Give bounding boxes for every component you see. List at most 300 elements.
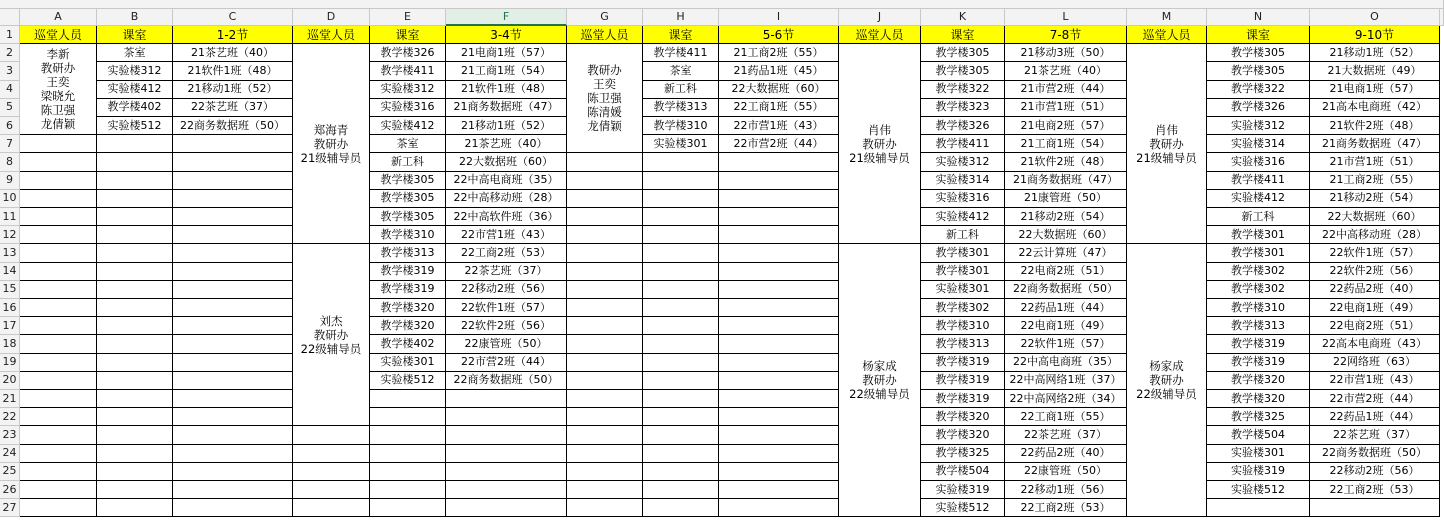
classroom-cell[interactable] — [643, 499, 719, 517]
empty-cell[interactable] — [293, 463, 370, 481]
class-cell[interactable] — [719, 281, 839, 299]
class-cell[interactable]: 22药品2班（40） — [1310, 281, 1440, 299]
classroom-cell[interactable] — [97, 263, 173, 281]
column-header-g[interactable]: G — [567, 9, 643, 26]
class-cell[interactable] — [173, 226, 293, 244]
class-cell[interactable] — [173, 354, 293, 372]
row-header-16[interactable]: 16 — [0, 299, 20, 317]
header-cell-n[interactable]: 课室 — [1207, 26, 1310, 44]
classroom-cell[interactable] — [97, 244, 173, 262]
empty-cell[interactable] — [20, 317, 97, 335]
classroom-cell[interactable]: 教学楼402 — [370, 335, 446, 353]
class-cell[interactable]: 22软件1班（57） — [1005, 335, 1127, 353]
class-cell[interactable]: 21高本电商班（42） — [1310, 99, 1440, 117]
header-cell-d[interactable]: 巡堂人员 — [293, 26, 370, 44]
classroom-cell[interactable] — [643, 281, 719, 299]
empty-cell[interactable] — [567, 390, 643, 408]
class-cell[interactable]: 21工商1班（54） — [446, 62, 567, 80]
class-cell[interactable]: 21移动2班（54） — [1005, 208, 1127, 226]
classroom-cell[interactable] — [1207, 499, 1310, 517]
class-cell[interactable]: 22市营2班（44） — [719, 135, 839, 153]
class-cell[interactable] — [719, 445, 839, 463]
empty-cell[interactable] — [20, 244, 97, 262]
class-cell[interactable] — [173, 153, 293, 171]
class-cell[interactable] — [719, 335, 839, 353]
classroom-cell[interactable]: 教学楼305 — [1207, 62, 1310, 80]
classroom-cell[interactable] — [97, 135, 173, 153]
class-cell[interactable] — [173, 445, 293, 463]
classroom-cell[interactable] — [643, 208, 719, 226]
class-cell[interactable] — [446, 390, 567, 408]
classroom-cell[interactable] — [97, 190, 173, 208]
classroom-cell[interactable]: 实验楼301 — [1207, 445, 1310, 463]
row-header-1[interactable]: 1 — [0, 26, 20, 44]
classroom-cell[interactable] — [97, 445, 173, 463]
classroom-cell[interactable]: 教学楼325 — [921, 445, 1005, 463]
class-cell[interactable]: 22电商1班（49） — [1310, 299, 1440, 317]
class-cell[interactable] — [173, 172, 293, 190]
classroom-cell[interactable]: 教学楼310 — [921, 317, 1005, 335]
classroom-cell[interactable]: 教学楼319 — [921, 390, 1005, 408]
header-cell-k[interactable]: 课室 — [921, 26, 1005, 44]
patrol-staff-m-2[interactable] — [1127, 44, 1207, 244]
classroom-cell[interactable] — [370, 499, 446, 517]
classroom-cell[interactable]: 实验楼412 — [921, 208, 1005, 226]
class-cell[interactable] — [173, 390, 293, 408]
class-cell[interactable]: 21商务数据班（47） — [446, 99, 567, 117]
empty-cell[interactable] — [293, 426, 370, 444]
header-cell-c[interactable]: 1-2节 — [173, 26, 293, 44]
class-cell[interactable]: 21移动3班（50） — [1005, 44, 1127, 62]
header-cell-a[interactable]: 巡堂人员 — [20, 26, 97, 44]
class-cell[interactable] — [173, 263, 293, 281]
classroom-cell[interactable]: 实验楼319 — [921, 481, 1005, 499]
row-header-14[interactable]: 14 — [0, 263, 20, 281]
class-cell[interactable]: 21药品1班（45） — [719, 62, 839, 80]
empty-cell[interactable] — [20, 190, 97, 208]
header-cell-g[interactable]: 巡堂人员 — [567, 26, 643, 44]
classroom-cell[interactable] — [643, 408, 719, 426]
column-header-a[interactable]: A — [20, 9, 97, 26]
classroom-cell[interactable]: 实验楼512 — [370, 372, 446, 390]
header-cell-h[interactable]: 课室 — [643, 26, 719, 44]
class-cell[interactable] — [719, 226, 839, 244]
class-cell[interactable]: 22茶艺班（37） — [1310, 426, 1440, 444]
classroom-cell[interactable] — [97, 172, 173, 190]
class-cell[interactable]: 21移动1班（52） — [1310, 44, 1440, 62]
classroom-cell[interactable] — [643, 244, 719, 262]
classroom-cell[interactable] — [643, 463, 719, 481]
patrol-staff-a-2[interactable] — [20, 44, 97, 135]
row-header-12[interactable]: 12 — [0, 226, 20, 244]
classroom-cell[interactable] — [97, 463, 173, 481]
classroom-cell[interactable] — [643, 354, 719, 372]
classroom-cell[interactable] — [97, 335, 173, 353]
classroom-cell[interactable]: 教学楼323 — [921, 99, 1005, 117]
classroom-cell[interactable]: 实验楼314 — [921, 172, 1005, 190]
column-header-k[interactable]: K — [921, 9, 1005, 26]
empty-cell[interactable] — [567, 372, 643, 390]
classroom-cell[interactable]: 教学楼326 — [921, 117, 1005, 135]
class-cell[interactable]: 22移动2班（56） — [1310, 463, 1440, 481]
classroom-cell[interactable]: 教学楼310 — [370, 226, 446, 244]
class-cell[interactable] — [173, 372, 293, 390]
classroom-cell[interactable]: 教学楼411 — [370, 62, 446, 80]
class-cell[interactable]: 22中高电商班（35） — [1005, 354, 1127, 372]
classroom-cell[interactable] — [97, 354, 173, 372]
classroom-cell[interactable]: 教学楼322 — [921, 81, 1005, 99]
classroom-cell[interactable]: 实验楼319 — [1207, 463, 1310, 481]
row-header-11[interactable]: 11 — [0, 208, 20, 226]
classroom-cell[interactable]: 教学楼325 — [1207, 408, 1310, 426]
class-cell[interactable]: 21茶艺班（40） — [173, 44, 293, 62]
class-cell[interactable] — [719, 172, 839, 190]
class-cell[interactable]: 22大数据班（60） — [446, 153, 567, 171]
row-header-23[interactable]: 23 — [0, 426, 20, 444]
class-cell[interactable] — [719, 317, 839, 335]
class-cell[interactable] — [173, 335, 293, 353]
row-header-3[interactable]: 3 — [0, 62, 20, 80]
row-header-15[interactable]: 15 — [0, 281, 20, 299]
classroom-cell[interactable]: 教学楼301 — [1207, 244, 1310, 262]
classroom-cell[interactable]: 教学楼319 — [921, 354, 1005, 372]
classroom-cell[interactable] — [370, 463, 446, 481]
class-cell[interactable]: 22软件2班（56） — [446, 317, 567, 335]
row-header-27[interactable]: 27 — [0, 499, 20, 517]
classroom-cell[interactable]: 实验楼412 — [97, 81, 173, 99]
classroom-cell[interactable]: 实验楼301 — [370, 354, 446, 372]
empty-cell[interactable] — [567, 317, 643, 335]
row-header-8[interactable]: 8 — [0, 153, 20, 171]
class-cell[interactable] — [719, 354, 839, 372]
classroom-cell[interactable] — [370, 408, 446, 426]
class-cell[interactable] — [173, 190, 293, 208]
class-cell[interactable]: 21工商2班（55） — [1310, 172, 1440, 190]
empty-cell[interactable] — [567, 299, 643, 317]
classroom-cell[interactable]: 教学楼313 — [1207, 317, 1310, 335]
class-cell[interactable]: 21移动1班（52） — [446, 117, 567, 135]
classroom-cell[interactable]: 实验楼312 — [370, 81, 446, 99]
empty-cell[interactable] — [567, 281, 643, 299]
column-header-e[interactable]: E — [370, 9, 446, 26]
classroom-cell[interactable] — [643, 226, 719, 244]
classroom-cell[interactable]: 实验楼412 — [370, 117, 446, 135]
classroom-cell[interactable] — [97, 281, 173, 299]
classroom-cell[interactable]: 教学楼322 — [1207, 81, 1310, 99]
classroom-cell[interactable] — [643, 263, 719, 281]
class-cell[interactable]: 21市营1班（51） — [1005, 99, 1127, 117]
class-cell[interactable]: 22茶艺班（37） — [173, 99, 293, 117]
class-cell[interactable] — [719, 499, 839, 517]
classroom-cell[interactable] — [643, 426, 719, 444]
classroom-cell[interactable]: 教学楼305 — [370, 172, 446, 190]
classroom-cell[interactable] — [643, 172, 719, 190]
class-cell[interactable] — [173, 408, 293, 426]
class-cell[interactable] — [719, 463, 839, 481]
classroom-cell[interactable]: 茶室 — [97, 44, 173, 62]
patrol-staff-d-2[interactable] — [293, 44, 370, 244]
class-cell[interactable]: 21市营1班（51） — [1310, 153, 1440, 171]
class-cell[interactable] — [719, 372, 839, 390]
class-cell[interactable]: 22市营1班（43） — [1310, 372, 1440, 390]
patrol-staff-j-13[interactable] — [839, 244, 921, 517]
class-cell[interactable] — [719, 244, 839, 262]
header-cell-m[interactable]: 巡堂人员 — [1127, 26, 1207, 44]
column-header-m[interactable]: M — [1127, 9, 1207, 26]
classroom-cell[interactable]: 实验楼301 — [643, 135, 719, 153]
class-cell[interactable]: 22中高网络1班（37） — [1005, 372, 1127, 390]
classroom-cell[interactable]: 教学楼305 — [370, 208, 446, 226]
class-cell[interactable]: 22市营1班（43） — [719, 117, 839, 135]
empty-cell[interactable] — [20, 226, 97, 244]
class-cell[interactable]: 22中高移动班（28） — [446, 190, 567, 208]
classroom-cell[interactable]: 实验楼312 — [1207, 117, 1310, 135]
class-cell[interactable]: 22康管班（50） — [1005, 463, 1127, 481]
class-cell[interactable]: 22市营2班（44） — [446, 354, 567, 372]
row-header-7[interactable]: 7 — [0, 135, 20, 153]
class-cell[interactable]: 22电商1班（49） — [1005, 317, 1127, 335]
classroom-cell[interactable] — [97, 408, 173, 426]
empty-cell[interactable] — [567, 244, 643, 262]
row-header-25[interactable]: 25 — [0, 463, 20, 481]
row-header-21[interactable]: 21 — [0, 390, 20, 408]
empty-cell[interactable] — [567, 463, 643, 481]
classroom-cell[interactable]: 教学楼320 — [921, 408, 1005, 426]
class-cell[interactable]: 22软件1班（57） — [1310, 244, 1440, 262]
select-all-corner[interactable] — [0, 9, 20, 26]
classroom-cell[interactable] — [643, 299, 719, 317]
classroom-cell[interactable] — [643, 481, 719, 499]
header-cell-l[interactable]: 7-8节 — [1005, 26, 1127, 44]
class-cell[interactable]: 22商务数据班（50） — [1005, 281, 1127, 299]
class-cell[interactable]: 22康管班（50） — [446, 335, 567, 353]
class-cell[interactable]: 22移动2班（56） — [446, 281, 567, 299]
empty-cell[interactable] — [293, 499, 370, 517]
classroom-cell[interactable] — [370, 426, 446, 444]
class-cell[interactable]: 22工商1班（55） — [719, 99, 839, 117]
class-cell[interactable]: 21茶艺班（40） — [446, 135, 567, 153]
classroom-cell[interactable] — [370, 445, 446, 463]
class-cell[interactable]: 21商务数据班（47） — [1005, 172, 1127, 190]
row-header-2[interactable]: 2 — [0, 44, 20, 62]
patrol-staff-d-13[interactable] — [293, 244, 370, 426]
empty-cell[interactable] — [567, 354, 643, 372]
classroom-cell[interactable]: 教学楼411 — [921, 135, 1005, 153]
empty-cell[interactable] — [567, 335, 643, 353]
class-cell[interactable] — [446, 445, 567, 463]
empty-cell[interactable] — [20, 426, 97, 444]
row-header-17[interactable]: 17 — [0, 317, 20, 335]
class-cell[interactable]: 22中高网络2班（34） — [1005, 390, 1127, 408]
class-cell[interactable] — [719, 208, 839, 226]
class-cell[interactable] — [173, 299, 293, 317]
class-cell[interactable]: 21软件2班（48） — [1310, 117, 1440, 135]
classroom-cell[interactable]: 教学楼301 — [921, 244, 1005, 262]
header-cell-i[interactable]: 5-6节 — [719, 26, 839, 44]
row-header-26[interactable]: 26 — [0, 481, 20, 499]
empty-cell[interactable] — [567, 481, 643, 499]
empty-cell[interactable] — [567, 226, 643, 244]
empty-cell[interactable] — [20, 135, 97, 153]
classroom-cell[interactable]: 教学楼504 — [1207, 426, 1310, 444]
row-header-13[interactable]: 13 — [0, 244, 20, 262]
class-cell[interactable]: 21康管班（50） — [1005, 190, 1127, 208]
class-cell[interactable]: 22茶艺班（37） — [446, 263, 567, 281]
class-cell[interactable] — [719, 426, 839, 444]
patrol-staff-g-2[interactable] — [567, 44, 643, 153]
class-cell[interactable] — [719, 153, 839, 171]
empty-cell[interactable] — [20, 208, 97, 226]
class-cell[interactable]: 21软件2班（48） — [1005, 153, 1127, 171]
classroom-cell[interactable]: 教学楼305 — [370, 190, 446, 208]
classroom-cell[interactable] — [97, 390, 173, 408]
class-cell[interactable]: 22工商2班（53） — [1005, 499, 1127, 517]
classroom-cell[interactable]: 教学楼504 — [921, 463, 1005, 481]
empty-cell[interactable] — [20, 281, 97, 299]
class-cell[interactable]: 22电商2班（51） — [1005, 263, 1127, 281]
classroom-cell[interactable]: 教学楼313 — [370, 244, 446, 262]
class-cell[interactable]: 22软件2班（56） — [1310, 263, 1440, 281]
classroom-cell[interactable] — [643, 190, 719, 208]
classroom-cell[interactable] — [643, 335, 719, 353]
classroom-cell[interactable]: 教学楼302 — [1207, 263, 1310, 281]
empty-cell[interactable] — [20, 335, 97, 353]
class-cell[interactable] — [173, 317, 293, 335]
classroom-cell[interactable]: 实验楼512 — [1207, 481, 1310, 499]
header-cell-e[interactable]: 课室 — [370, 26, 446, 44]
classroom-cell[interactable] — [643, 390, 719, 408]
empty-cell[interactable] — [20, 499, 97, 517]
class-cell[interactable]: 22中高软件班（36） — [446, 208, 567, 226]
empty-cell[interactable] — [20, 299, 97, 317]
empty-cell[interactable] — [567, 426, 643, 444]
empty-cell[interactable] — [293, 481, 370, 499]
classroom-cell[interactable]: 教学楼319 — [370, 263, 446, 281]
row-header-6[interactable]: 6 — [0, 117, 20, 135]
patrol-staff-j-2[interactable] — [839, 44, 921, 244]
class-cell[interactable]: 21茶艺班（40） — [1005, 62, 1127, 80]
class-cell[interactable]: 22云计算班（47） — [1005, 244, 1127, 262]
class-cell[interactable]: 21移动2班（54） — [1310, 190, 1440, 208]
classroom-cell[interactable]: 教学楼313 — [921, 335, 1005, 353]
class-cell[interactable]: 21电商2班（57） — [1005, 117, 1127, 135]
class-cell[interactable]: 22市营2班（44） — [1310, 390, 1440, 408]
column-header-h[interactable]: H — [643, 9, 719, 26]
classroom-cell[interactable]: 教学楼305 — [921, 44, 1005, 62]
column-header-i[interactable]: I — [719, 9, 839, 26]
header-cell-o[interactable]: 9-10节 — [1310, 26, 1440, 44]
class-cell[interactable]: 22软件1班（57） — [446, 299, 567, 317]
class-cell[interactable]: 22工商1班（55） — [1005, 408, 1127, 426]
class-cell[interactable] — [446, 408, 567, 426]
classroom-cell[interactable] — [643, 445, 719, 463]
class-cell[interactable]: 22中高移动班（28） — [1310, 226, 1440, 244]
class-cell[interactable] — [719, 481, 839, 499]
row-header-5[interactable]: 5 — [0, 99, 20, 117]
classroom-cell[interactable]: 教学楼326 — [370, 44, 446, 62]
empty-cell[interactable] — [20, 481, 97, 499]
row-header-20[interactable]: 20 — [0, 372, 20, 390]
column-header-f[interactable]: F — [446, 9, 567, 26]
empty-cell[interactable] — [567, 499, 643, 517]
classroom-cell[interactable]: 实验楼301 — [921, 281, 1005, 299]
classroom-cell[interactable]: 实验楼316 — [921, 190, 1005, 208]
header-cell-j[interactable]: 巡堂人员 — [839, 26, 921, 44]
classroom-cell[interactable] — [97, 153, 173, 171]
class-cell[interactable]: 21商务数据班（47） — [1310, 135, 1440, 153]
classroom-cell[interactable]: 教学楼320 — [1207, 390, 1310, 408]
empty-cell[interactable] — [20, 172, 97, 190]
classroom-cell[interactable]: 实验楼312 — [921, 153, 1005, 171]
class-cell[interactable] — [719, 263, 839, 281]
classroom-cell[interactable]: 教学楼411 — [643, 44, 719, 62]
classroom-cell[interactable]: 教学楼320 — [921, 426, 1005, 444]
class-cell[interactable]: 22药品1班（44） — [1005, 299, 1127, 317]
class-cell[interactable] — [719, 299, 839, 317]
class-cell[interactable] — [173, 499, 293, 517]
classroom-cell[interactable] — [370, 390, 446, 408]
row-header-19[interactable]: 19 — [0, 354, 20, 372]
class-cell[interactable] — [719, 408, 839, 426]
classroom-cell[interactable]: 新工科 — [370, 153, 446, 171]
classroom-cell[interactable] — [97, 372, 173, 390]
classroom-cell[interactable]: 实验楼314 — [1207, 135, 1310, 153]
classroom-cell[interactable] — [97, 208, 173, 226]
row-header-18[interactable]: 18 — [0, 335, 20, 353]
classroom-cell[interactable]: 教学楼411 — [1207, 172, 1310, 190]
classroom-cell[interactable] — [643, 317, 719, 335]
empty-cell[interactable] — [20, 263, 97, 281]
class-cell[interactable] — [719, 190, 839, 208]
class-cell[interactable]: 21电商1班（57） — [446, 44, 567, 62]
class-cell[interactable]: 21软件1班（48） — [446, 81, 567, 99]
class-cell[interactable] — [446, 426, 567, 444]
class-cell[interactable]: 22市营1班（43） — [446, 226, 567, 244]
column-header-b[interactable]: B — [97, 9, 173, 26]
classroom-cell[interactable]: 实验楼316 — [1207, 153, 1310, 171]
classroom-cell[interactable]: 教学楼326 — [1207, 99, 1310, 117]
patrol-staff-m-13[interactable] — [1127, 244, 1207, 517]
class-cell[interactable]: 22工商2班（53） — [1310, 481, 1440, 499]
class-cell[interactable] — [173, 244, 293, 262]
classroom-cell[interactable]: 教学楼310 — [643, 117, 719, 135]
classroom-cell[interactable]: 教学楼320 — [370, 299, 446, 317]
class-cell[interactable]: 22商务数据班（50） — [1310, 445, 1440, 463]
classroom-cell[interactable]: 教学楼319 — [921, 372, 1005, 390]
classroom-cell[interactable]: 实验楼412 — [1207, 190, 1310, 208]
classroom-cell[interactable] — [97, 226, 173, 244]
class-cell[interactable] — [173, 426, 293, 444]
classroom-cell[interactable] — [370, 481, 446, 499]
classroom-cell[interactable]: 实验楼312 — [97, 62, 173, 80]
classroom-cell[interactable]: 教学楼301 — [921, 263, 1005, 281]
class-cell[interactable] — [446, 499, 567, 517]
class-cell[interactable] — [446, 481, 567, 499]
class-cell[interactable] — [173, 281, 293, 299]
empty-cell[interactable] — [567, 190, 643, 208]
class-cell[interactable]: 22药品1班（44） — [1310, 408, 1440, 426]
class-cell[interactable]: 21工商1班（54） — [1005, 135, 1127, 153]
class-cell[interactable]: 22工商2班（53） — [446, 244, 567, 262]
empty-cell[interactable] — [20, 408, 97, 426]
classroom-cell[interactable]: 实验楼316 — [370, 99, 446, 117]
empty-cell[interactable] — [20, 372, 97, 390]
empty-cell[interactable] — [20, 390, 97, 408]
class-cell[interactable]: 21工商2班（55） — [719, 44, 839, 62]
empty-cell[interactable] — [20, 463, 97, 481]
class-cell[interactable]: 21市营2班（44） — [1005, 81, 1127, 99]
classroom-cell[interactable]: 新工科 — [921, 226, 1005, 244]
